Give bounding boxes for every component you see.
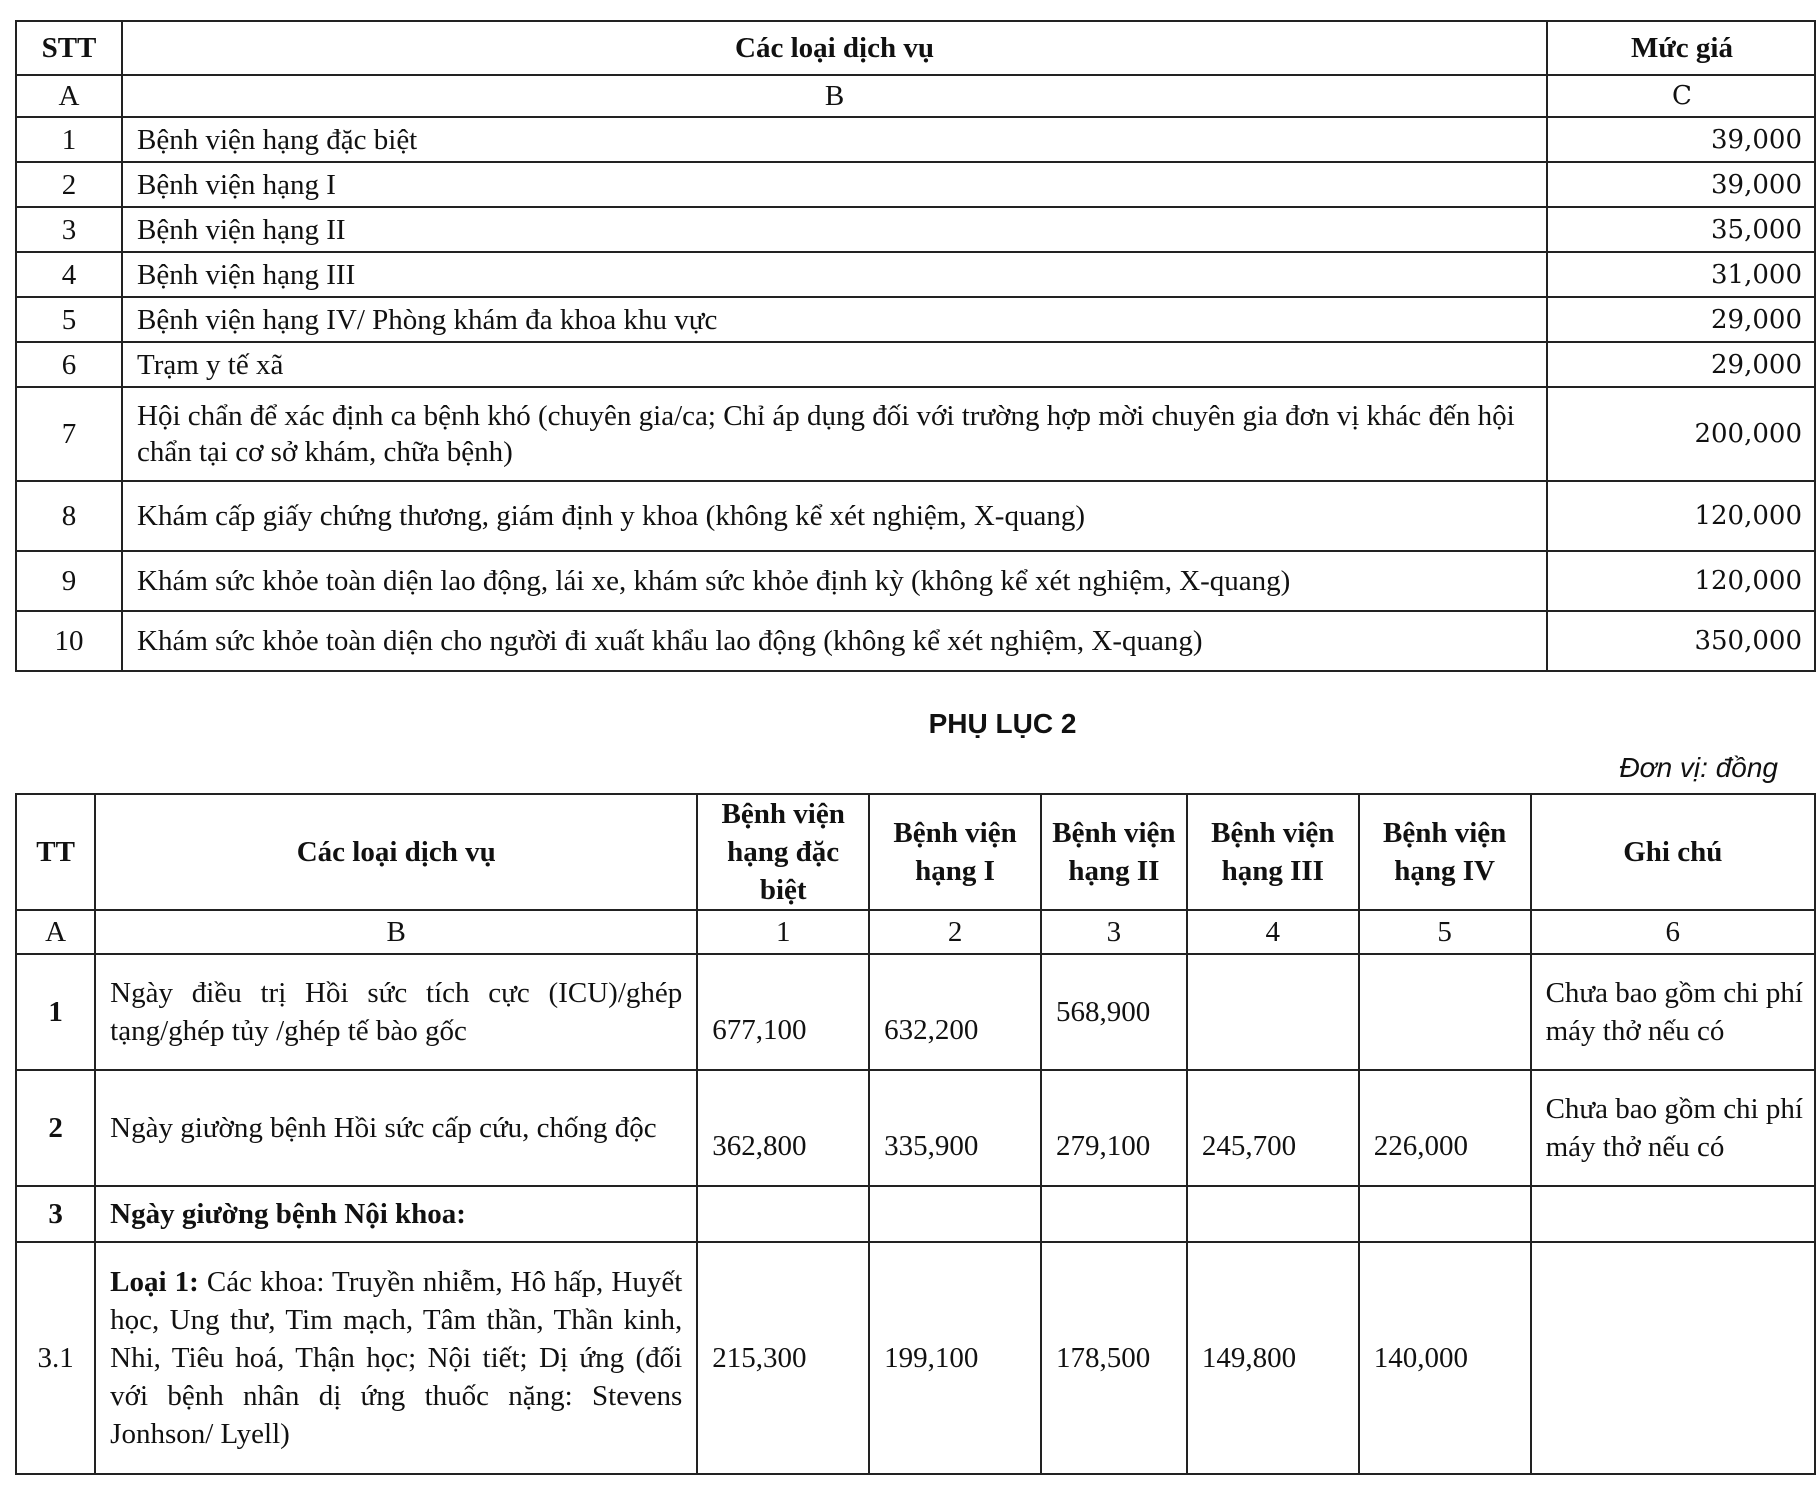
price-table-1 bbox=[15, 20, 1816, 672]
table-row bbox=[16, 252, 1815, 297]
table-row bbox=[16, 551, 1815, 611]
table2-subheader-row bbox=[16, 910, 1815, 954]
table-row bbox=[16, 342, 1815, 387]
table-row bbox=[16, 954, 1815, 1070]
table-row bbox=[16, 1070, 1815, 1186]
row-class2: 568,900 bbox=[1041, 954, 1187, 1070]
row-service: Bệnh viện hạng III bbox=[122, 252, 1547, 297]
row-stt: 8 bbox=[16, 481, 122, 551]
header-price: Mức giá bbox=[1547, 21, 1815, 75]
row-price: 39,000 bbox=[1547, 162, 1815, 207]
row-note: Chưa bao gồm chi phí máy thở nếu có bbox=[1531, 1070, 1815, 1186]
row-stt: 3 bbox=[16, 207, 122, 252]
row-stt: 2 bbox=[16, 162, 122, 207]
header-class4: Bệnh viện hạng IV bbox=[1359, 794, 1531, 910]
subheader: 6 bbox=[1531, 910, 1815, 954]
row-tt: 2 bbox=[16, 1070, 95, 1186]
row-service: Khám sức khỏe toàn diện cho người đi xuất khẩu lao động (không kể xét nghiệm, X-quang) bbox=[122, 611, 1547, 671]
row-service: Bệnh viện hạng I bbox=[122, 162, 1547, 207]
row-note: Chưa bao gồm chi phí máy thở nếu có bbox=[1531, 954, 1815, 1070]
header-note: Ghi chú bbox=[1531, 794, 1815, 910]
table-row bbox=[16, 481, 1815, 551]
table1-subheader-row bbox=[16, 75, 1815, 117]
table-row bbox=[16, 387, 1815, 481]
header-special: Bệnh viện hạng đặc biệt bbox=[697, 794, 869, 910]
row-class4: 140,000 bbox=[1359, 1242, 1531, 1474]
row-class2: 178,500 bbox=[1041, 1242, 1187, 1474]
row-price: 120,000 bbox=[1547, 481, 1815, 551]
header-stt: STT bbox=[16, 21, 122, 75]
table-row bbox=[16, 297, 1815, 342]
row-price: 31,000 bbox=[1547, 252, 1815, 297]
row-service: Hội chẩn để xác định ca bệnh khó (chuyên gia/ca; Chỉ áp dụng đối với trường hợp mời chuyên gia đơn vị khác đến hội chẩn tại cơ sở khám, chữa bệnh) bbox=[122, 387, 1547, 481]
row-class1 bbox=[869, 1186, 1041, 1242]
header-tt: TT bbox=[16, 794, 95, 910]
row-class2: 279,100 bbox=[1041, 1070, 1187, 1186]
row-service: Bệnh viện hạng đặc biệt bbox=[122, 117, 1547, 162]
row-price: 200,000 bbox=[1547, 387, 1815, 481]
header-service: Các loại dịch vụ bbox=[95, 794, 697, 910]
subheader-a: A bbox=[16, 75, 122, 117]
row-stt: 6 bbox=[16, 342, 122, 387]
row-class4 bbox=[1359, 954, 1531, 1070]
row-class3: 245,700 bbox=[1187, 1070, 1359, 1186]
table-row bbox=[16, 117, 1815, 162]
price-table-2 bbox=[15, 793, 1816, 1475]
subheader: B bbox=[95, 910, 697, 954]
row-special: 215,300 bbox=[697, 1242, 869, 1474]
row-stt: 7 bbox=[16, 387, 122, 481]
row-service-cell bbox=[95, 1242, 697, 1474]
header-class1: Bệnh viện hạng I bbox=[869, 794, 1041, 910]
row-special: 362,800 bbox=[697, 1070, 869, 1186]
header-service: Các loại dịch vụ bbox=[122, 21, 1547, 75]
row-class3 bbox=[1187, 1186, 1359, 1242]
table1-header-row bbox=[16, 21, 1815, 75]
row-service: Các khoa: Truyền nhiễm, Hô hấp, Huyết học, Ung thư, Tim mạch, Tâm thần, Thần kinh, Nhi, Tiêu hoá, Thận học; Nội tiết; Dị ứng (đối với bệnh nhân dị ứng thuốc nặng: Stevens Jonhson/ Lyell) bbox=[110, 1266, 683, 1450]
row-stt: 5 bbox=[16, 297, 122, 342]
row-stt: 4 bbox=[16, 252, 122, 297]
row-price: 350,000 bbox=[1547, 611, 1815, 671]
row-price: 29,000 bbox=[1547, 297, 1815, 342]
table-row bbox=[16, 207, 1815, 252]
row-tt: 3 bbox=[16, 1186, 95, 1242]
row-service: Ngày giường bệnh Nội khoa: bbox=[95, 1186, 697, 1242]
row-class3 bbox=[1187, 954, 1359, 1070]
subheader: 1 bbox=[697, 910, 869, 954]
row-service: Bệnh viện hạng IV/ Phòng khám đa khoa khu vực bbox=[122, 297, 1547, 342]
appendix-title: PHỤ LỤC 2 bbox=[928, 708, 1077, 739]
row-tt: 1 bbox=[16, 954, 95, 1070]
table-row bbox=[16, 162, 1815, 207]
row-price: 120,000 bbox=[1547, 551, 1815, 611]
row-price: 29,000 bbox=[1547, 342, 1815, 387]
subheader: 4 bbox=[1187, 910, 1359, 954]
row-service: Ngày giường bệnh Hồi sức cấp cứu, chống độc bbox=[95, 1070, 697, 1186]
row-tt: 3.1 bbox=[16, 1242, 95, 1474]
subheader: A bbox=[16, 910, 95, 954]
row-service-label: Loại 1: bbox=[110, 1266, 199, 1298]
row-service: Bệnh viện hạng II bbox=[122, 207, 1547, 252]
row-special: 677,100 bbox=[697, 954, 869, 1070]
subheader: 3 bbox=[1041, 910, 1187, 954]
table2-header-row bbox=[16, 794, 1815, 910]
row-class3: 149,800 bbox=[1187, 1242, 1359, 1474]
subheader-b: B bbox=[122, 75, 1547, 117]
row-class4 bbox=[1359, 1186, 1531, 1242]
subheader-c: C bbox=[1547, 75, 1815, 117]
row-price: 39,000 bbox=[1547, 117, 1815, 162]
row-special bbox=[697, 1186, 869, 1242]
row-class1: 632,200 bbox=[869, 954, 1041, 1070]
unit-label: Đơn vị: đồng bbox=[1619, 752, 1778, 783]
row-service: Trạm y tế xã bbox=[122, 342, 1547, 387]
header-class3: Bệnh viện hạng III bbox=[1187, 794, 1359, 910]
row-note bbox=[1531, 1186, 1815, 1242]
row-class1: 199,100 bbox=[869, 1242, 1041, 1474]
subheader: 5 bbox=[1359, 910, 1531, 954]
table-row bbox=[16, 1242, 1815, 1474]
row-price: 35,000 bbox=[1547, 207, 1815, 252]
row-class2 bbox=[1041, 1186, 1187, 1242]
row-service: Khám cấp giấy chứng thương, giám định y khoa (không kể xét nghiệm, X-quang) bbox=[122, 481, 1547, 551]
row-class1: 335,900 bbox=[869, 1070, 1041, 1186]
row-class4: 226,000 bbox=[1359, 1070, 1531, 1186]
row-stt: 9 bbox=[16, 551, 122, 611]
row-stt: 1 bbox=[16, 117, 122, 162]
subheader: 2 bbox=[869, 910, 1041, 954]
table-row bbox=[16, 611, 1815, 671]
row-service: Ngày điều trị Hồi sức tích cực (ICU)/ghép tạng/ghép tủy /ghép tế bào gốc bbox=[95, 954, 697, 1070]
row-service: Khám sức khỏe toàn diện lao động, lái xe, khám sức khỏe định kỳ (không kể xét nghiệm, X-quang) bbox=[122, 551, 1547, 611]
table-row bbox=[16, 1186, 1815, 1242]
row-stt: 10 bbox=[16, 611, 122, 671]
row-note bbox=[1531, 1242, 1815, 1474]
header-class2: Bệnh viện hạng II bbox=[1041, 794, 1187, 910]
